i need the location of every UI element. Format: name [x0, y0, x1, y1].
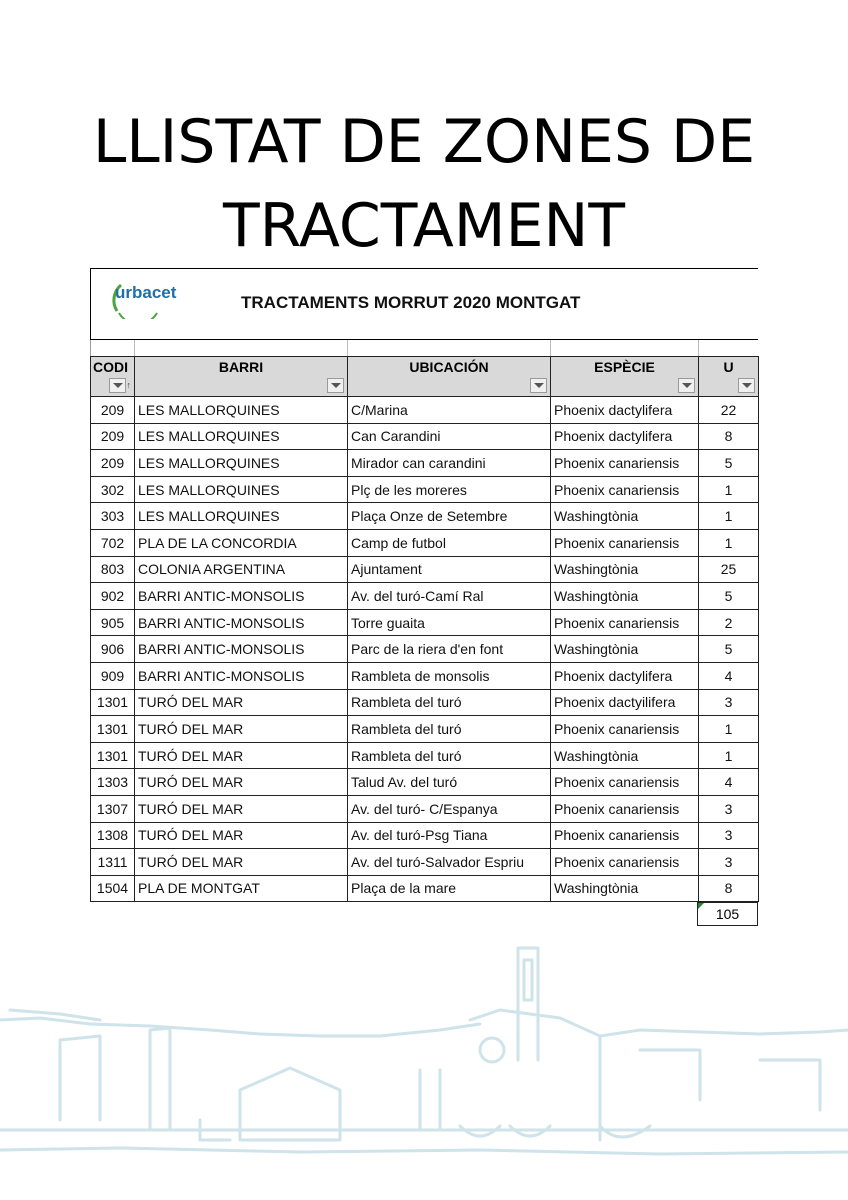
dropdown-filter-icon[interactable]	[327, 378, 344, 393]
cell-ubicacio[interactable]: Plaça de la mare	[348, 875, 551, 902]
cell-especie[interactable]: Washingtònia	[551, 742, 699, 769]
cell-especie[interactable]: Phoenix canariensis	[551, 849, 699, 876]
cell-barri[interactable]: BARRI ANTIC-MONSOLIS	[135, 662, 348, 689]
cell-especie[interactable]: Phoenix canariensis	[551, 769, 699, 796]
header-u[interactable]: U	[699, 357, 759, 397]
cell-especie[interactable]: Washingtònia	[551, 503, 699, 530]
cell-u[interactable]: 5	[699, 636, 759, 663]
table-row	[91, 609, 759, 636]
treatment-table	[90, 356, 759, 902]
cell-especie[interactable]: Phoenix canariensis	[551, 450, 699, 477]
cell-especie[interactable]: Phoenix dactylifera	[551, 662, 699, 689]
total-row	[90, 902, 758, 926]
cell-ubicacio[interactable]: Camp de futbol	[348, 529, 551, 556]
cell-codi[interactable]: 909	[91, 662, 135, 689]
table-row	[91, 476, 759, 503]
logo-text: urbacet	[115, 283, 177, 302]
cell-u[interactable]: 3	[699, 822, 759, 849]
cell-u[interactable]: 4	[699, 662, 759, 689]
header-barri[interactable]: BARRI	[135, 357, 348, 397]
cell-ubicacio[interactable]: Rambleta del turó	[348, 716, 551, 743]
cell-u[interactable]: 8	[699, 423, 759, 450]
cell-codi[interactable]: 902	[91, 583, 135, 610]
cell-barri[interactable]: BARRI ANTIC-MONSOLIS	[135, 636, 348, 663]
cell-especie[interactable]: Phoenix canariensis	[551, 476, 699, 503]
cell-ubicacio[interactable]: Av. del turó-Camí Ral	[348, 583, 551, 610]
dropdown-filter-icon[interactable]	[738, 378, 755, 393]
header-ubicacio[interactable]: UBICACIÓN	[348, 357, 551, 397]
cell-u[interactable]: 5	[699, 583, 759, 610]
sort-ascending-icon: ↑	[126, 380, 131, 390]
cell-u[interactable]: 1	[699, 716, 759, 743]
cell-especie[interactable]: Phoenix dactyilifera	[551, 689, 699, 716]
cell-especie[interactable]: Phoenix canariensis	[551, 609, 699, 636]
cell-codi[interactable]: 702	[91, 529, 135, 556]
cell-u[interactable]: 1	[699, 476, 759, 503]
cell-especie[interactable]: Phoenix dactylifera	[551, 423, 699, 450]
cell-u[interactable]: 25	[699, 556, 759, 583]
table-row	[91, 689, 759, 716]
header-row	[91, 357, 759, 397]
cell-ubicacio[interactable]: Rambleta de monsolis	[348, 662, 551, 689]
cell-u[interactable]: 4	[699, 769, 759, 796]
sheet-title: TRACTAMENTS MORRUT 2020 MONTGAT	[241, 293, 581, 312]
table-row	[91, 583, 759, 610]
table-row	[91, 849, 759, 876]
spreadsheet	[90, 268, 758, 926]
sheet-header	[90, 268, 758, 340]
cell-barri[interactable]: BARRI ANTIC-MONSOLIS	[135, 609, 348, 636]
cell-ubicacio[interactable]: Av. del turó-Salvador Espriu	[348, 849, 551, 876]
cell-ubicacio[interactable]: Plaça Onze de Setembre	[348, 503, 551, 530]
cell-codi[interactable]: 302	[91, 476, 135, 503]
cell-barri[interactable]: PLA DE LA CONCORDIA	[135, 529, 348, 556]
cell-barri[interactable]: COLONIA ARGENTINA	[135, 556, 348, 583]
cell-barri[interactable]: TURÓ DEL MAR	[135, 716, 348, 743]
cell-especie[interactable]: Phoenix canariensis	[551, 529, 699, 556]
cell-barri[interactable]: LES MALLORQUINES	[135, 503, 348, 530]
dropdown-filter-icon[interactable]	[109, 378, 126, 393]
cell-ubicacio[interactable]: Talud Av. del turó	[348, 769, 551, 796]
montgat-skyline	[0, 940, 848, 1180]
cell-especie[interactable]: Phoenix canariensis	[551, 716, 699, 743]
cell-barri[interactable]: TURÓ DEL MAR	[135, 849, 348, 876]
cell-codi[interactable]: 1301	[91, 742, 135, 769]
cell-barri[interactable]: TURÓ DEL MAR	[135, 769, 348, 796]
table-row	[91, 423, 759, 450]
cell-ubicacio[interactable]: Rambleta del turó	[348, 689, 551, 716]
table-row	[91, 397, 759, 424]
page-title	[0, 100, 848, 268]
cell-codi[interactable]: 209	[91, 397, 135, 424]
table-row	[91, 529, 759, 556]
header-codi[interactable]: CODI ↑	[91, 357, 135, 397]
cell-ubicacio[interactable]: Av. del turó- C/Espanya	[348, 795, 551, 822]
cell-u[interactable]: 22	[699, 397, 759, 424]
table-row	[91, 662, 759, 689]
cell-barri[interactable]: LES MALLORQUINES	[135, 450, 348, 477]
cell-u[interactable]: 1	[699, 503, 759, 530]
table-row	[91, 742, 759, 769]
page-title-line-1: LLISTAT DE ZONES DE	[92, 107, 756, 177]
cell-u[interactable]: 1	[699, 742, 759, 769]
table-row	[91, 716, 759, 743]
cell-barri[interactable]: TURÓ DEL MAR	[135, 742, 348, 769]
dropdown-filter-icon[interactable]	[678, 378, 695, 393]
cell-barri[interactable]: LES MALLORQUINES	[135, 397, 348, 424]
page-title-line-2: TRACTAMENT	[222, 191, 626, 261]
cell-ubicacio[interactable]: Plç de les moreres	[348, 476, 551, 503]
cell-barri[interactable]: LES MALLORQUINES	[135, 476, 348, 503]
cell-especie[interactable]: Washingtònia	[551, 636, 699, 663]
cell-barri[interactable]: LES MALLORQUINES	[135, 423, 348, 450]
header-especie[interactable]: ESPÈCIE	[551, 357, 699, 397]
cell-barri[interactable]: TURÓ DEL MAR	[135, 689, 348, 716]
cell-ubicacio[interactable]: Can Carandini	[348, 423, 551, 450]
cell-ubicacio[interactable]: Parc de la riera d'en font	[348, 636, 551, 663]
table-row	[91, 795, 759, 822]
table-row	[91, 503, 759, 530]
total-cell[interactable]: 105	[697, 902, 758, 926]
table-row	[91, 450, 759, 477]
cell-ubicacio[interactable]: Ajuntament	[348, 556, 551, 583]
table-row	[91, 636, 759, 663]
table-row	[91, 875, 759, 902]
cell-codi[interactable]: 303	[91, 503, 135, 530]
cell-ubicacio[interactable]: Torre guaita	[348, 609, 551, 636]
table-body	[91, 397, 759, 902]
cell-barri[interactable]: TURÓ DEL MAR	[135, 822, 348, 849]
cell-especie[interactable]: Washingtònia	[551, 875, 699, 902]
cell-codi[interactable]: 1303	[91, 769, 135, 796]
cell-u[interactable]: 3	[699, 689, 759, 716]
cell-codi[interactable]: 209	[91, 423, 135, 450]
cell-codi[interactable]: 1308	[91, 822, 135, 849]
cell-u[interactable]: 5	[699, 450, 759, 477]
cell-codi[interactable]: 209	[91, 450, 135, 477]
cell-especie[interactable]: Phoenix dactylifera	[551, 397, 699, 424]
dropdown-filter-icon[interactable]	[530, 378, 547, 393]
cell-codi[interactable]: 905	[91, 609, 135, 636]
cell-note-flag-icon	[698, 903, 704, 909]
cell-codi[interactable]: 1307	[91, 795, 135, 822]
table-row	[91, 556, 759, 583]
cell-codi[interactable]: 1504	[91, 875, 135, 902]
cell-barri[interactable]: BARRI ANTIC-MONSOLIS	[135, 583, 348, 610]
cell-ubicacio[interactable]: Rambleta del turó	[348, 742, 551, 769]
cell-u[interactable]: 1	[699, 529, 759, 556]
cell-codi[interactable]: 803	[91, 556, 135, 583]
cell-u[interactable]: 8	[699, 875, 759, 902]
cell-especie[interactable]: Phoenix canariensis	[551, 822, 699, 849]
cell-u[interactable]: 2	[699, 609, 759, 636]
spacer-row	[90, 340, 758, 356]
cell-u[interactable]: 3	[699, 795, 759, 822]
cell-barri[interactable]: PLA DE MONTGAT	[135, 875, 348, 902]
table-row	[91, 769, 759, 796]
cell-barri[interactable]: TURÓ DEL MAR	[135, 795, 348, 822]
cell-ubicacio[interactable]: Av. del turó-Psg Tiana	[348, 822, 551, 849]
cell-u[interactable]: 3	[699, 849, 759, 876]
cell-especie[interactable]: Phoenix canariensis	[551, 795, 699, 822]
cell-especie[interactable]: Washingtònia	[551, 583, 699, 610]
cell-codi[interactable]: 1301	[91, 689, 135, 716]
table-row	[91, 822, 759, 849]
cell-ubicacio[interactable]: Mirador can carandini	[348, 450, 551, 477]
cell-codi[interactable]: 1301	[91, 716, 135, 743]
cell-codi[interactable]: 1311	[91, 849, 135, 876]
cell-codi[interactable]: 906	[91, 636, 135, 663]
cell-especie[interactable]: Washingtònia	[551, 556, 699, 583]
cell-ubicacio[interactable]: C/Marina	[348, 397, 551, 424]
